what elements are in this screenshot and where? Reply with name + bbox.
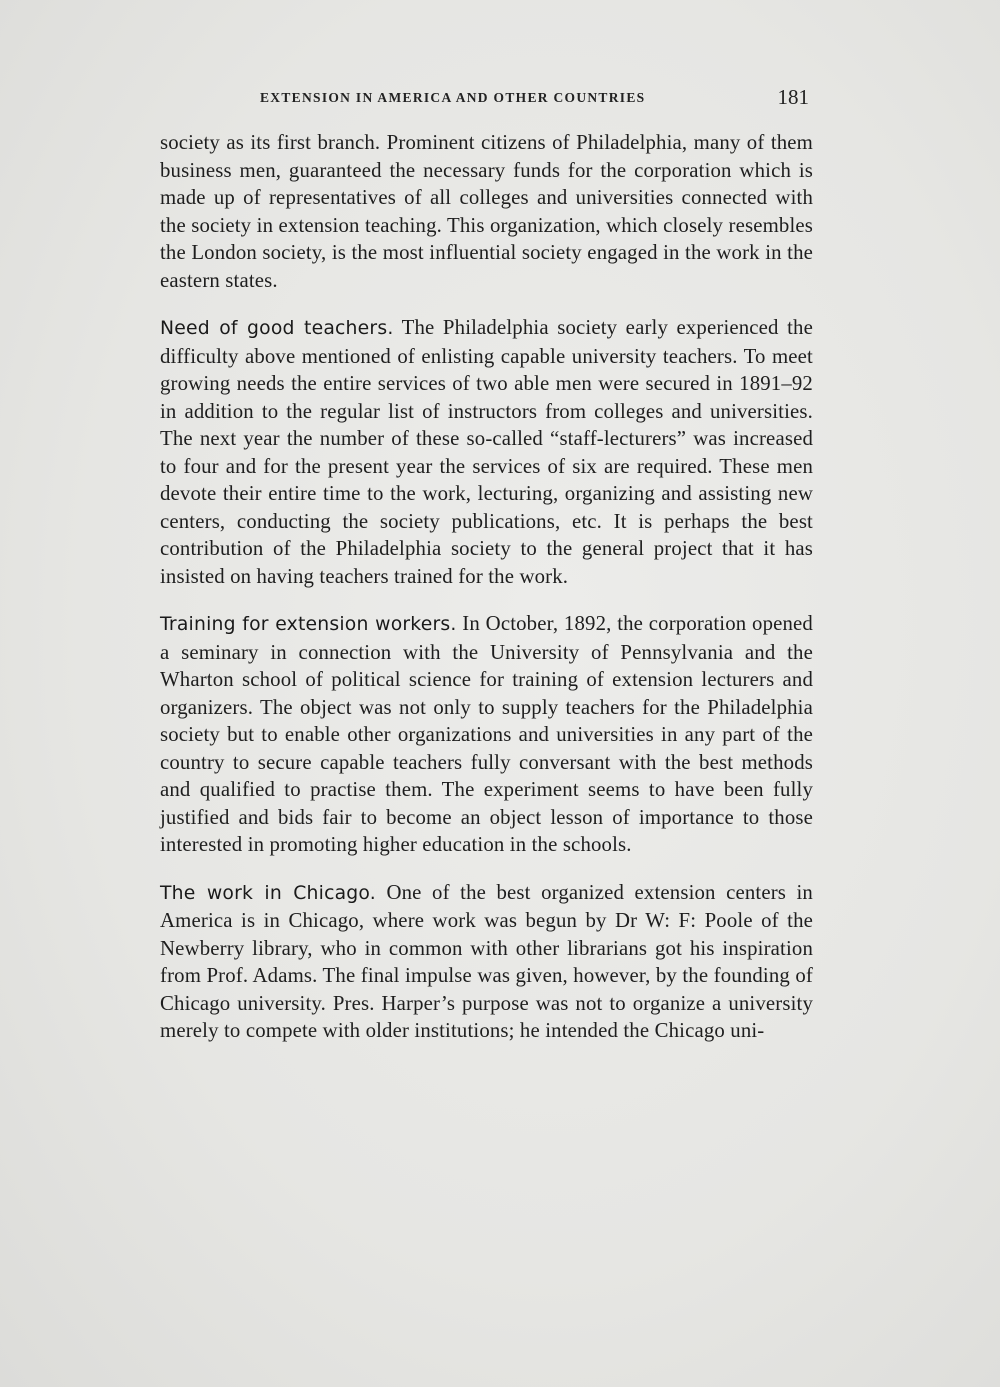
- paragraph-heading: The work in Chicago.: [160, 882, 376, 904]
- paragraph-heading: Need of good teachers.: [160, 318, 394, 339]
- paragraph-training-for-extension-workers: [160, 610, 813, 859]
- body-text: [160, 129, 813, 1045]
- running-head: [160, 85, 815, 112]
- paragraph-continuation: [160, 129, 813, 294]
- paragraph-work-in-chicago: [160, 879, 813, 1045]
- paragraph-text: In October, 1892, the corporation opened a seminary in connection with the University of Pennsylvania and the Wharton school of political science for training of extension lecturers and organizers. The object was not only to supply teachers for the Philadelphia society but to enable other organizations and universities in any part of the country to secure capable teachers fully conversant with the best methods and qualified to practise them. The experiment seems to have been fully justified and bids fair to become an object lesson of importance to those interested in promoting higher education in the schools.: [160, 612, 813, 856]
- paragraph-heading: Training for extension workers.: [160, 614, 457, 635]
- paragraph-text: One of the best organized extension centers in America is in Chicago, where work was begun by Dr W: F: Poole of the Newberry library, who in common with other librarians got his inspiration from Prof. Adams. The final impulse was given, however, by the founding of Chicago university. Pres. Harper’s purpose was not to organize a university merely to compete with older institutions; he intended the Chicago uni-: [160, 880, 813, 1042]
- page-number: 181: [777, 85, 809, 109]
- paragraph-need-of-good-teachers: [160, 314, 813, 590]
- paragraph-text: society as its first branch. Prominent citizens of Philadelphia, many of them business men, guaranteed the necessary funds for the corporation which is made up of representatives of all colleges and universities connected with the society in extension teaching. This organization, which closely resembles the London society, is the most influential society engaged in the work in the eastern states.: [160, 131, 813, 292]
- paragraph-text: The Philadelphia society early experienced the difficulty above mentioned of enlisting capable university teachers. To meet growing needs the entire services of two able men were secured in 1891–92 in addition to the regular list of instructors from colleges and universities. The next year the number of these so-called “staff-lecturers” was increased to four and for the present year the services of six are required. These men devote their entire time to the work, lecturing, organizing and assisting new centers, conducting the society publications, etc. It is perhaps the best contribution of the Philadelphia society to the general project that it has insisted on having teachers trained for the work.: [160, 316, 813, 588]
- running-head-title: EXTENSION IN AMERICA AND OTHER COUNTRIES: [260, 90, 646, 105]
